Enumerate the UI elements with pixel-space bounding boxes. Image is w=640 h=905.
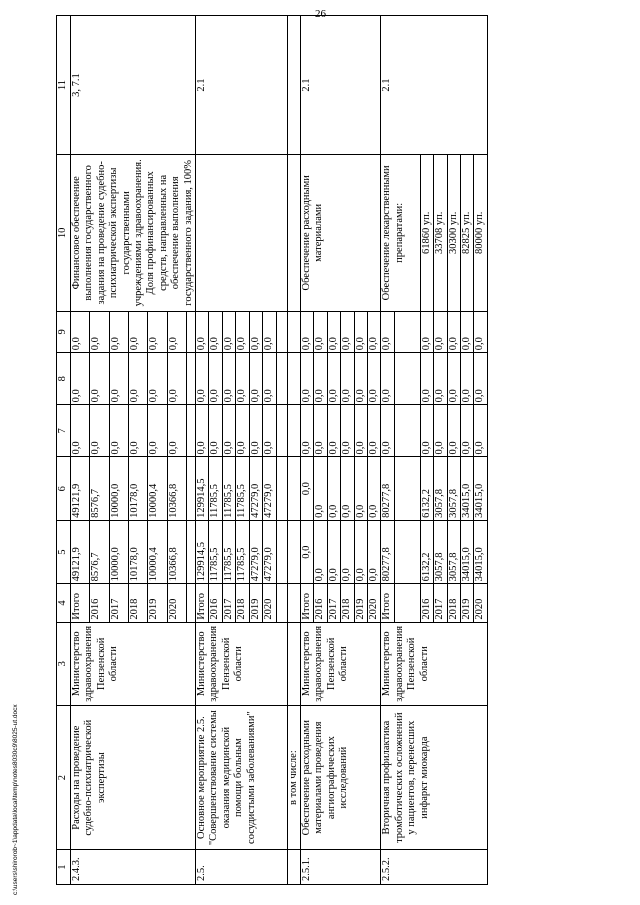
col-num-2: 2: [57, 705, 71, 849]
indicator-line: 30300 уп.: [447, 155, 460, 311]
value-cell: 0,0: [129, 353, 148, 405]
year-cell: 2019: [354, 584, 367, 622]
col-num-10: 10: [57, 155, 71, 311]
value-cell: 0,0: [327, 311, 340, 353]
col-num-1: 1: [57, 850, 71, 885]
executor: Министерство здравоохранения Пензенской области: [381, 622, 487, 705]
value-cell: 80277,8: [381, 520, 394, 583]
value-cell: 129914,5: [196, 520, 209, 583]
value-cell: 0,0: [434, 311, 447, 353]
value-cell: 0,0: [263, 311, 276, 353]
value-cell: 0,0: [71, 311, 90, 353]
year-cell: 2019: [460, 584, 473, 622]
value-cell: 0,0: [300, 520, 313, 583]
year-cell: 2019: [249, 584, 262, 622]
value-cell: 0,0: [314, 520, 327, 583]
year-cell: 2020: [167, 584, 186, 622]
value-cell: 0,0: [167, 405, 186, 457]
value-cell: 0,0: [381, 405, 394, 457]
value-cell: 0,0: [447, 353, 460, 405]
year-cell: 2018: [129, 584, 148, 622]
executor: Министерство здравоохранения Пензенской области: [300, 622, 380, 705]
value-cell: 0,0: [196, 405, 209, 457]
year-cell: 2018: [341, 584, 354, 622]
value-cell: 11785,5: [222, 457, 235, 520]
value-cell: 0,0: [196, 311, 209, 353]
measure-name: Расходы на проведение судебно-психиатрической экспертизы: [71, 705, 196, 849]
col-num-11: 11: [57, 16, 71, 155]
value-cell: 0,0: [420, 405, 433, 457]
value-cell: 0,0: [209, 405, 222, 457]
indicator-line: 33708 уп.: [434, 155, 447, 311]
year-cell: Итого: [71, 584, 90, 622]
value-cell: 0,0: [314, 457, 327, 520]
value-cell: 0,0: [381, 311, 394, 353]
value-cell: 3057,8: [434, 457, 447, 520]
year-cell: 2017: [327, 584, 340, 622]
value-cell: 0,0: [90, 405, 109, 457]
value-cell: 0,0: [460, 405, 473, 457]
measure-name: Основное мероприятие 2.5. "Совершенствование системы оказания медицинской помощи больным сосудистыми заболеваниями": [196, 705, 287, 849]
table-row: [381, 16, 394, 885]
value-cell: 47279,0: [249, 520, 262, 583]
value-cell: 6132,2: [420, 520, 433, 583]
measure-name: Вторичная профилактика тромботических осложнений у пациентов, перенесших инфаркт миокарда: [381, 705, 487, 849]
value-cell: 0,0: [354, 353, 367, 405]
value-cell: 0,0: [167, 353, 186, 405]
value-cell: 11785,5: [236, 457, 249, 520]
value-cell: 0,0: [367, 457, 380, 520]
year-cell: 2016: [420, 584, 433, 622]
value-cell: 0,0: [327, 520, 340, 583]
value-cell: 11785,5: [209, 520, 222, 583]
value-cell: 3057,8: [447, 520, 460, 583]
row-number: 2.5.1.: [300, 850, 380, 885]
value-cell: 0,0: [209, 353, 222, 405]
table-row: [300, 16, 313, 885]
col-num-3: 3: [57, 622, 71, 705]
value-cell: 0,0: [367, 520, 380, 583]
year-cell: 2017: [434, 584, 447, 622]
value-cell: 0,0: [236, 353, 249, 405]
executor: Министерство здравоохранения Пензенской области: [196, 622, 287, 705]
value-cell: 0,0: [167, 311, 186, 353]
value-cell: 0,0: [327, 405, 340, 457]
value-cell: 0,0: [300, 311, 313, 353]
value-cell: 0,0: [263, 405, 276, 457]
value-cell: 10366,8: [167, 457, 186, 520]
value-cell: 0,0: [109, 311, 128, 353]
value-cell: 0,0: [460, 311, 473, 353]
value-cell: 0,0: [314, 405, 327, 457]
indicator-line: 61860 уп.: [420, 155, 433, 311]
year-cell: 2018: [236, 584, 249, 622]
value-cell: 0,0: [341, 457, 354, 520]
value-cell: 0,0: [474, 405, 487, 457]
indicator-text: [196, 155, 287, 311]
value-cell: 0,0: [300, 457, 313, 520]
year-cell: Итого: [300, 584, 313, 622]
value-cell: 0,0: [249, 311, 262, 353]
value-cell: 0,0: [460, 353, 473, 405]
rotated-table-wrapper: [56, 15, 608, 885]
value-cell: 0,0: [300, 405, 313, 457]
col-num-7: 7: [57, 405, 71, 457]
row-number: 2.4.3.: [71, 850, 196, 885]
row-number: 2.5.: [196, 850, 287, 885]
value-cell: 11785,5: [209, 457, 222, 520]
indicator-text: Финансовое обеспечение выполнения государственного задания на проведение судебно-психиатрической экспертизы государственными учреждениями здравоохранения. Доля профинансированных средств, направленных на обеспечение выполнения государственного задания, 100%: [71, 155, 196, 311]
year-cell: 2019: [148, 584, 167, 622]
link-cell: 2.1: [381, 16, 487, 155]
value-cell: 6132,2: [420, 457, 433, 520]
value-cell: 0,0: [354, 311, 367, 353]
indicator-text: Обеспечение лекарственными препаратами:: [381, 155, 420, 311]
value-cell: 0,0: [109, 353, 128, 405]
value-cell: 10000,4: [148, 520, 167, 583]
value-cell: 0,0: [222, 405, 235, 457]
col-num-5: 5: [57, 520, 71, 583]
indicator-text: Обеспечение расходными материалами: [300, 155, 380, 311]
value-cell: 0,0: [354, 520, 367, 583]
year-cell: 2016: [314, 584, 327, 622]
value-cell: 49121,9: [71, 457, 90, 520]
value-cell: 0,0: [129, 311, 148, 353]
table-row: [196, 16, 209, 885]
value-cell: 0,0: [474, 353, 487, 405]
link-cell: 2.1: [300, 16, 380, 155]
value-cell: 0,0: [196, 353, 209, 405]
column-numbers-row: [57, 16, 71, 885]
year-cell: 2016: [209, 584, 222, 622]
value-cell: 0,0: [222, 311, 235, 353]
value-cell: 0,0: [109, 405, 128, 457]
value-cell: 34015,0: [474, 520, 487, 583]
value-cell: 47279,0: [263, 520, 276, 583]
value-cell: 129914,5: [196, 457, 209, 520]
value-cell: 0,0: [249, 353, 262, 405]
value-cell: 3057,8: [447, 457, 460, 520]
value-cell: 0,0: [222, 353, 235, 405]
value-cell: 0,0: [209, 311, 222, 353]
value-cell: 10000,0: [109, 457, 128, 520]
value-cell: 0,0: [249, 405, 262, 457]
row-number: 2.5.2.: [381, 850, 487, 885]
value-cell: 80277,8: [381, 457, 394, 520]
value-cell: 34015,0: [474, 457, 487, 520]
value-cell: 0,0: [447, 311, 460, 353]
value-cell: 0,0: [367, 405, 380, 457]
value-cell: 0,0: [420, 353, 433, 405]
value-cell: 47279,0: [263, 457, 276, 520]
value-cell: 0,0: [367, 311, 380, 353]
link-cell: 3, 7.1: [71, 16, 196, 155]
value-cell: 10000,0: [109, 520, 128, 583]
link-cell: 2.1: [196, 16, 287, 155]
value-cell: 0,0: [420, 311, 433, 353]
value-cell: 11785,5: [236, 520, 249, 583]
value-cell: 0,0: [148, 353, 167, 405]
indicator-line: 82825 уп.: [460, 155, 473, 311]
year-cell: 2017: [222, 584, 235, 622]
value-cell: 0,0: [236, 405, 249, 457]
value-cell: 47279,0: [249, 457, 262, 520]
table-row: [71, 16, 90, 885]
year-cell: Итого: [196, 584, 209, 622]
year-cell: 2016: [90, 584, 109, 622]
value-cell: 0,0: [300, 353, 313, 405]
budget-table: [56, 15, 488, 885]
executor: Министерство здравоохранения Пензенской области: [71, 622, 196, 705]
value-cell: 10000,4: [148, 457, 167, 520]
measure-name: Обеспечение расходными материалами проведения ангиографических исследований: [300, 705, 380, 849]
year-cell: 2020: [367, 584, 380, 622]
year-cell: 2017: [109, 584, 128, 622]
value-cell: 10178,0: [129, 457, 148, 520]
value-cell: 0,0: [148, 405, 167, 457]
value-cell: 0,0: [148, 311, 167, 353]
value-cell: 0,0: [314, 311, 327, 353]
value-cell: 0,0: [341, 353, 354, 405]
value-cell: 0,0: [434, 353, 447, 405]
value-cell: 0,0: [314, 353, 327, 405]
year-cell: 2020: [263, 584, 276, 622]
value-cell: 3057,8: [434, 520, 447, 583]
col-num-8: 8: [57, 353, 71, 405]
subheading: в том числе:: [287, 705, 300, 849]
value-cell: 0,0: [90, 311, 109, 353]
page-number: 26: [315, 8, 326, 20]
value-cell: 34015,0: [460, 457, 473, 520]
value-cell: 0,0: [381, 353, 394, 405]
value-cell: 8576,7: [90, 457, 109, 520]
value-cell: 8576,7: [90, 520, 109, 583]
col-num-6: 6: [57, 457, 71, 520]
value-cell: 0,0: [434, 405, 447, 457]
value-cell: 0,0: [327, 353, 340, 405]
value-cell: 0,0: [354, 405, 367, 457]
value-cell: 0,0: [447, 405, 460, 457]
value-cell: 0,0: [367, 353, 380, 405]
col-num-9: 9: [57, 311, 71, 353]
value-cell: 0,0: [71, 405, 90, 457]
col-num-4: 4: [57, 584, 71, 622]
value-cell: 0,0: [90, 353, 109, 405]
value-cell: 10366,8: [167, 520, 186, 583]
indicator-line: 80000 уп.: [474, 155, 487, 311]
value-cell: 0,0: [341, 520, 354, 583]
value-cell: 0,0: [71, 353, 90, 405]
subheading-row: [287, 16, 300, 885]
year-cell: Итого: [381, 584, 394, 622]
value-cell: 0,0: [129, 405, 148, 457]
value-cell: 11785,5: [222, 520, 235, 583]
value-cell: 0,0: [341, 405, 354, 457]
value-cell: 0,0: [327, 457, 340, 520]
value-cell: 10178,0: [129, 520, 148, 583]
value-cell: 0,0: [236, 311, 249, 353]
value-cell: 49121,9: [71, 520, 90, 583]
value-cell: 0,0: [341, 311, 354, 353]
value-cell: 0,0: [263, 353, 276, 405]
value-cell: 34015,0: [460, 520, 473, 583]
value-cell: 0,0: [354, 457, 367, 520]
value-cell: 0,0: [474, 311, 487, 353]
file-path-footer: c:\users\shirorob~1\appdata\local\temp\notes8030c9\8025-ut.docx: [12, 704, 19, 895]
year-cell: 2020: [474, 584, 487, 622]
year-cell: 2018: [447, 584, 460, 622]
